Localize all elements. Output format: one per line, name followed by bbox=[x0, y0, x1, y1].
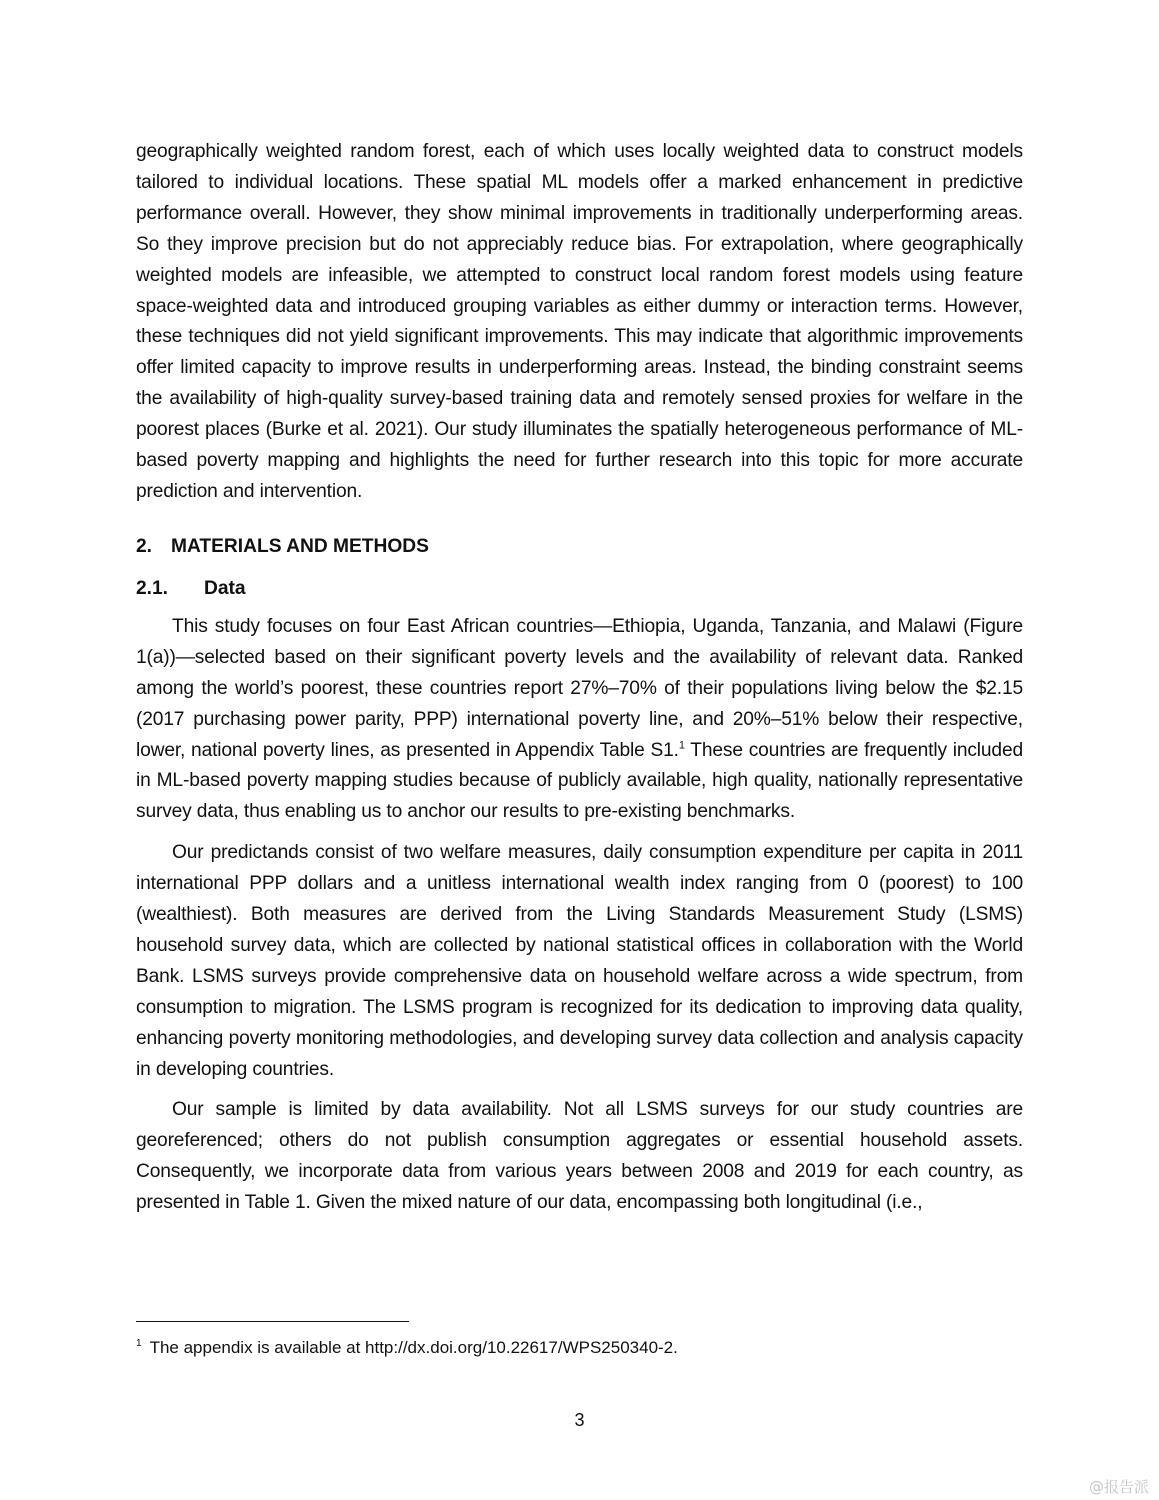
subsection-number: 2.1. bbox=[136, 577, 169, 599]
subsection-title: Data bbox=[204, 577, 246, 599]
section-number: 2. bbox=[136, 535, 153, 557]
footnote-divider bbox=[136, 1321, 409, 1322]
section-heading bbox=[136, 532, 1023, 562]
data-paragraph-3: Our sample is limited by data availability. Not all LSMS surveys for our study countries are georeferenced; others do not publish consumption aggregates or essential household assets. Consequently, we incorporate data from various years between 2008 and 2019 for each country, as presented in Table 1. Given the mixed nature of our data, encompassing both longitudinal (i.e., bbox=[136, 1099, 1023, 1214]
page-body bbox=[136, 137, 1023, 1219]
page-number: 3 bbox=[574, 1410, 585, 1430]
footnote-marker: 1 bbox=[136, 1338, 142, 1350]
subsection-heading bbox=[136, 574, 1023, 604]
footnote-text[interactable]: The appendix is available at http://dx.doi.org/10.22617/WPS250340-2. bbox=[149, 1338, 678, 1357]
footnote bbox=[136, 1337, 678, 1359]
watermark: @报告派 bbox=[1088, 1478, 1149, 1496]
data-paragraph-2: Our predictands consist of two welfare measures, daily consumption expenditure per capita in 2011 international PPP dollars and a unitless international wealth index ranging from 0 (poorest) to 100 (wealthiest). Both measures are derived from the Living Standards Measurement Study (LSMS) household survey data, which are collected by national statistical offices in collaboration with the World Bank. LSMS surveys provide comprehensive data on household welfare across a wide spectrum, from consumption to migration. The LSMS program is recognized for its dedication to improving data quality, enhancing poverty monitoring methodologies, and developing survey data collection and analysis capacity in developing countries. bbox=[136, 842, 1023, 1080]
footnote-reference[interactable]: 1 bbox=[678, 739, 685, 752]
section-title: MATERIALS AND METHODS bbox=[171, 535, 429, 557]
paragraph-text: This study focuses on four East African countries—Ethiopia, Uganda, Tanzania, and Malawi (Figure 1(a))—selected based on their significant poverty levels and the availability of relevant data. Ranked among the world’s poorest, these countries report 27%–70% of their populations living below the $2.15 (2017 purchasing power parity, PPP) international poverty line, and 20%–51% below their respective, lower, national poverty lines, as presented in Appendix Table S1. bbox=[136, 615, 1023, 761]
data-paragraph-1 bbox=[136, 612, 1023, 828]
intro-paragraph: geographically weighted random forest, each of which uses locally weighted data to construct models tailored to individual locations. These spatial ML models offer a marked enhancement in predictive performance overall. However, they show minimal improvements in traditionally underperforming areas. So they improve precision but do not appreciably reduce bias. For extrapolation, where geographically weighted models are infeasible, we attempted to construct local random forest models using feature space-weighted data and introduced grouping variables as either dummy or interaction terms. However, these techniques did not yield significant improvements. This may indicate that algorithmic improvements offer limited capacity to improve results in underperforming areas. Instead, the binding constraint seems the availability of high-quality survey-based training data and remotely sensed proxies for welfare in the poorest places (Burke et al. 2021). Our study illuminates the spatially heterogeneous performance of ML-based poverty mapping and highlights the need for further research into this topic for more accurate prediction and intervention. bbox=[136, 141, 1023, 502]
paragraph-text: These countries are frequently included in ML-based poverty mapping studies because of publicly available, high quality, nationally representative survey data, thus enabling us to anchor our results to pre-existing benchmarks. bbox=[136, 739, 1023, 823]
